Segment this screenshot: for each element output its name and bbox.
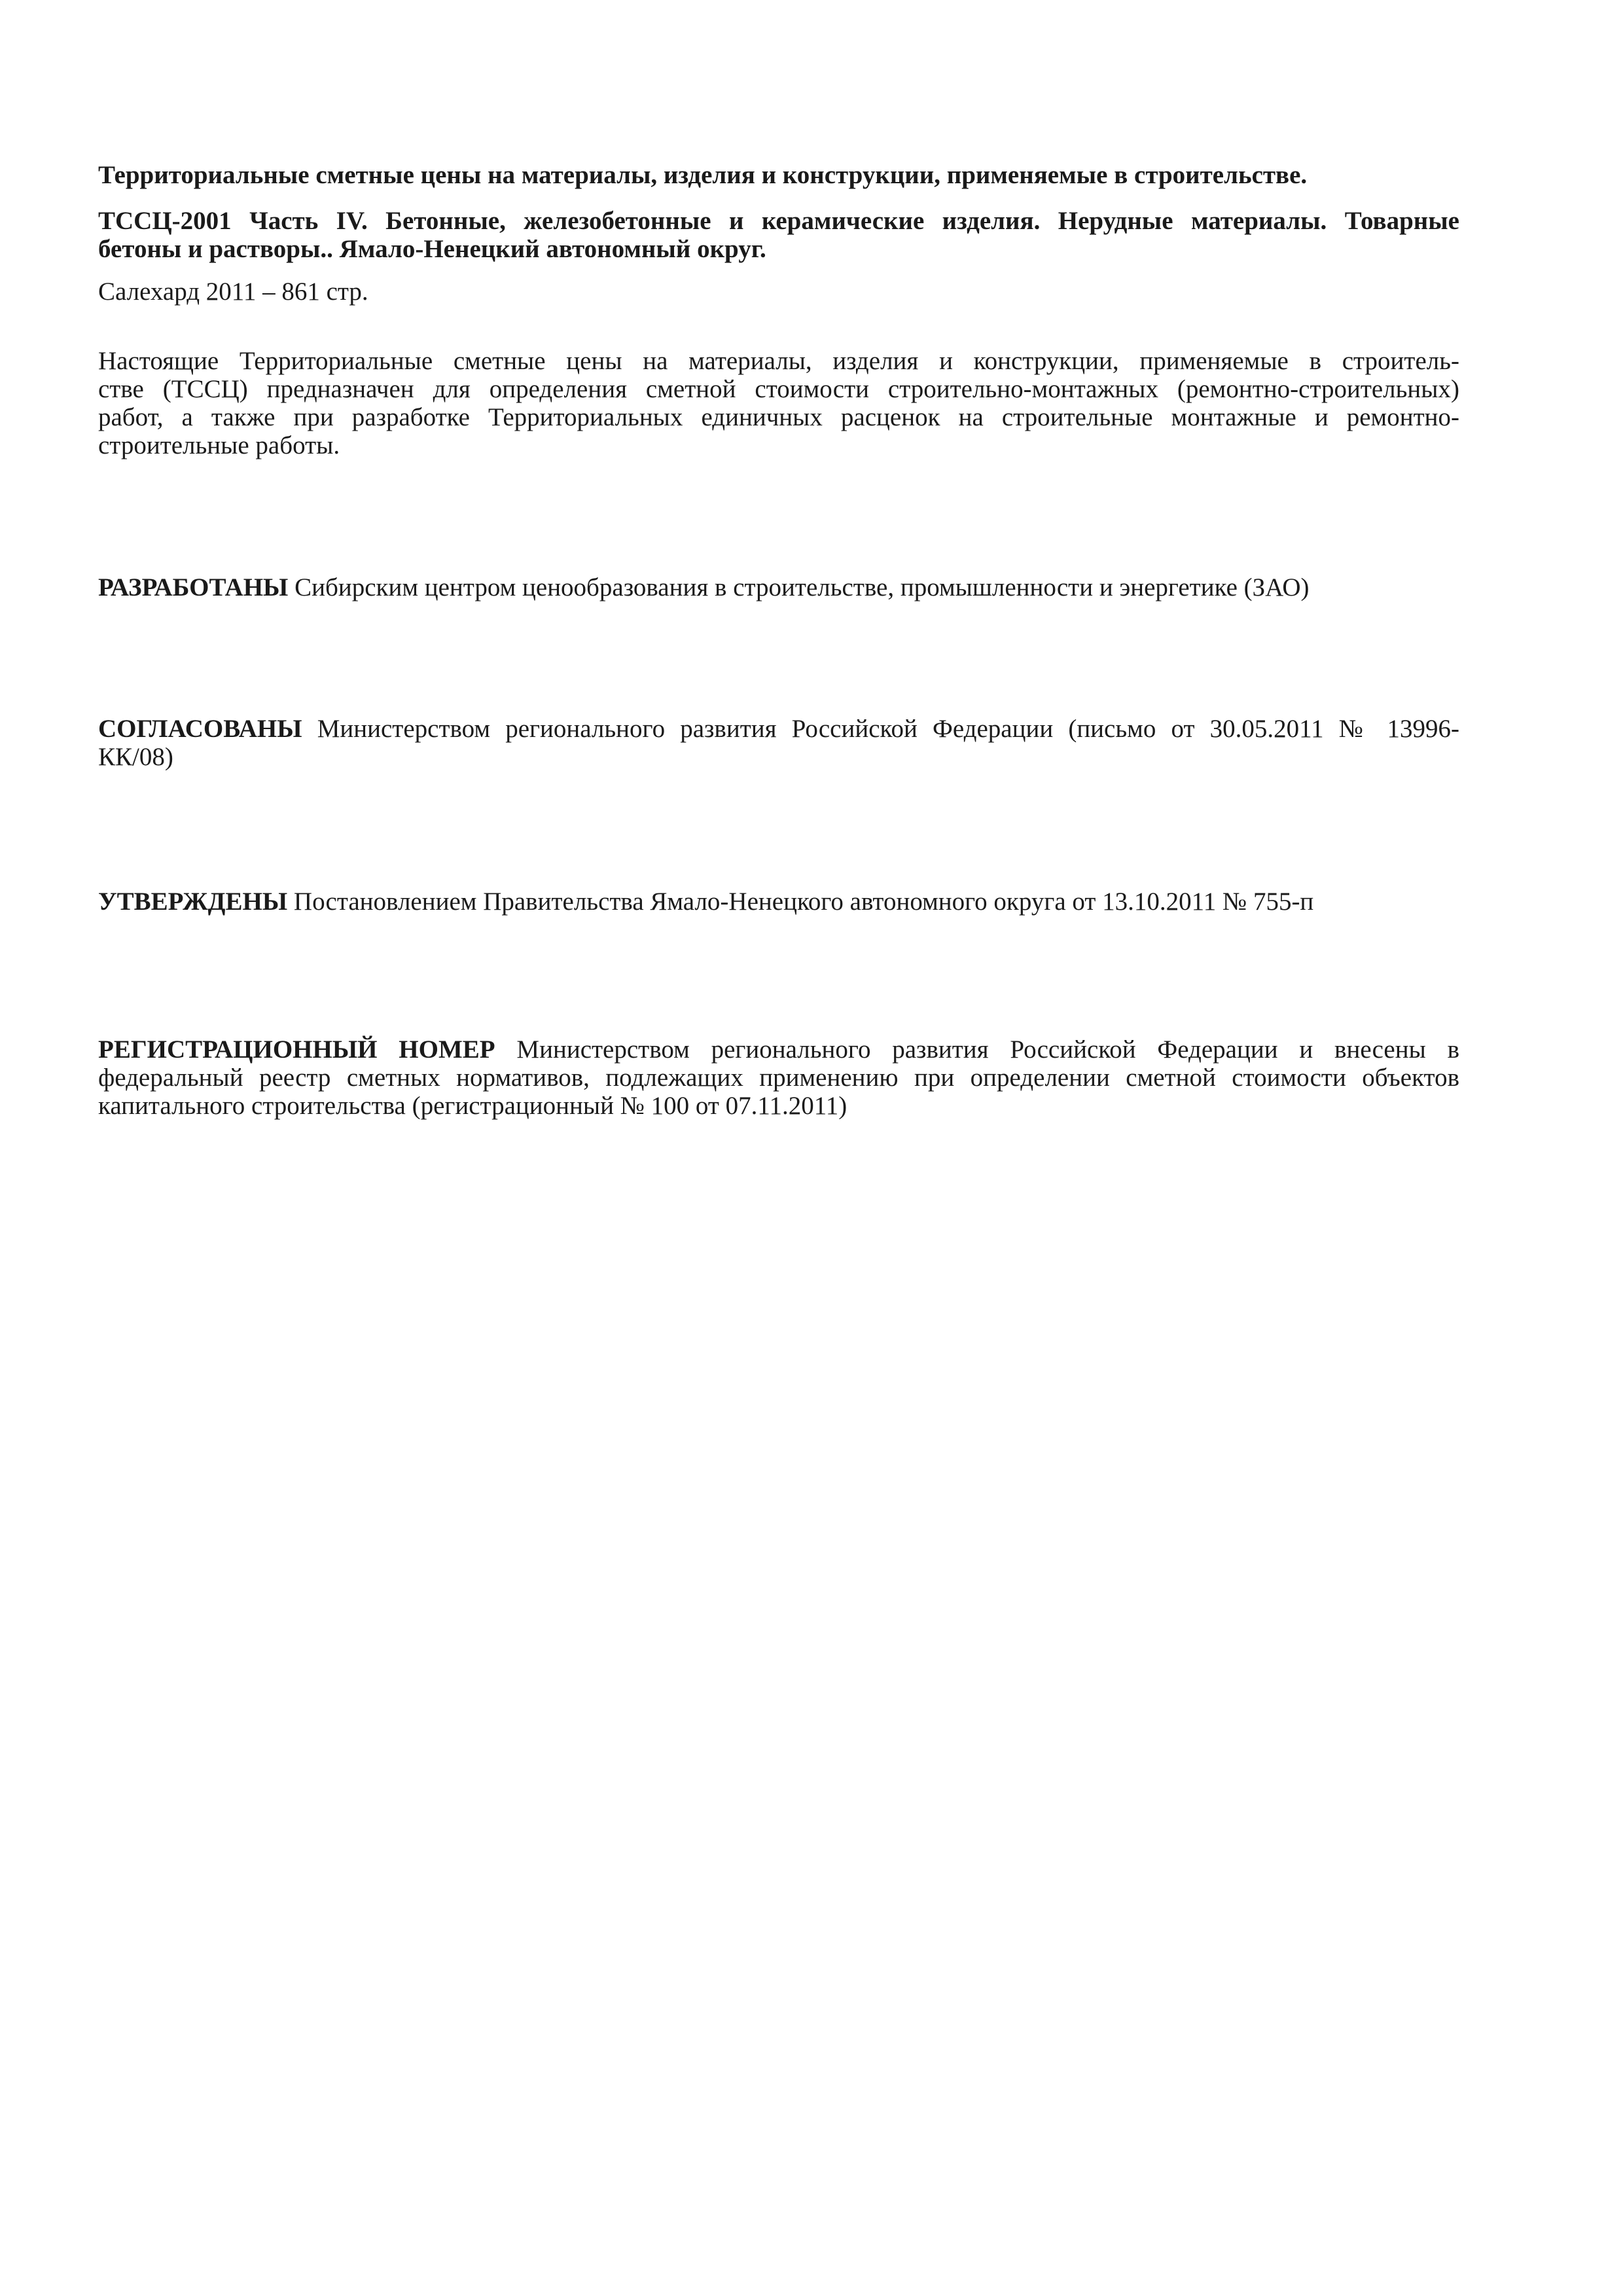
developed-section [98,573,1459,601]
registration-label: РЕГИСТРАЦИОННЫЙ НОМЕР [98,1035,495,1064]
intro-paragraph [98,347,1459,459]
developed-label: РАЗРАБОТАНЫ [98,573,289,601]
registration-section [98,1035,1459,1120]
intro-line-2: стве (ТССЦ) предназначен для определения сметной стоимости строительно-монтажных (ремонтно-строительных) [98,375,1459,403]
intro-line-4: строительные работы. [98,431,340,459]
subtitle-line-1: ТССЦ-2001 Часть IV. Бетонные, железобетонные и керамические изделия. Нерудные материалы. Товарные [98,207,1459,235]
document-subtitle [98,207,1459,263]
agreed-section [98,715,1459,771]
agreed-text-line-2: КК/08) [98,743,173,771]
registration-text-line-2: федеральный реестр сметных нормативов, подлежащих применению при определении сметной стоимости объектов [98,1064,1459,1092]
approved-text: Постановлением Правительства Ямало-Ненецкого автономного округа от 13.10.2011 № 755-п [293,888,1314,916]
agreed-text-line-1: Министерством регионального развития Российской Федерации (письмо от 30.05.2011 № 13996- [317,715,1460,743]
imprint-text: Салехард 2011 – 861 стр. [98,278,368,306]
registration-text-line-3: капитального строительства (регистрационный № 100 от 07.11.2011) [98,1092,847,1120]
agreed-label: СОГЛАСОВАНЫ [98,715,302,743]
approved-section [98,888,1459,916]
intro-line-3: работ, а также при разработке Территориальных единичных расценок на строительные монтажные и ремонтно- [98,403,1459,431]
intro-line-1: Настоящие Территориальные сметные цены на материалы, изделия и конструкции, применяемые в строитель- [98,347,1459,375]
approved-label: УТВЕРЖДЕНЫ [98,888,288,916]
title-line: Территориальные сметные цены на материалы, изделия и конструкции, применяемые в строительстве. [98,161,1308,189]
subtitle-line-2: бетоны и растворы.. Ямало-Ненецкий автономный округ. [98,235,766,263]
document-title [98,161,1459,189]
imprint [98,278,1459,306]
registration-text-line-1: Министерством регионального развития Российской Федерации и внесены в [516,1035,1460,1064]
developed-text: Сибирским центром ценообразования в строительстве, промышленности и энергетике (ЗАО) [294,573,1310,601]
